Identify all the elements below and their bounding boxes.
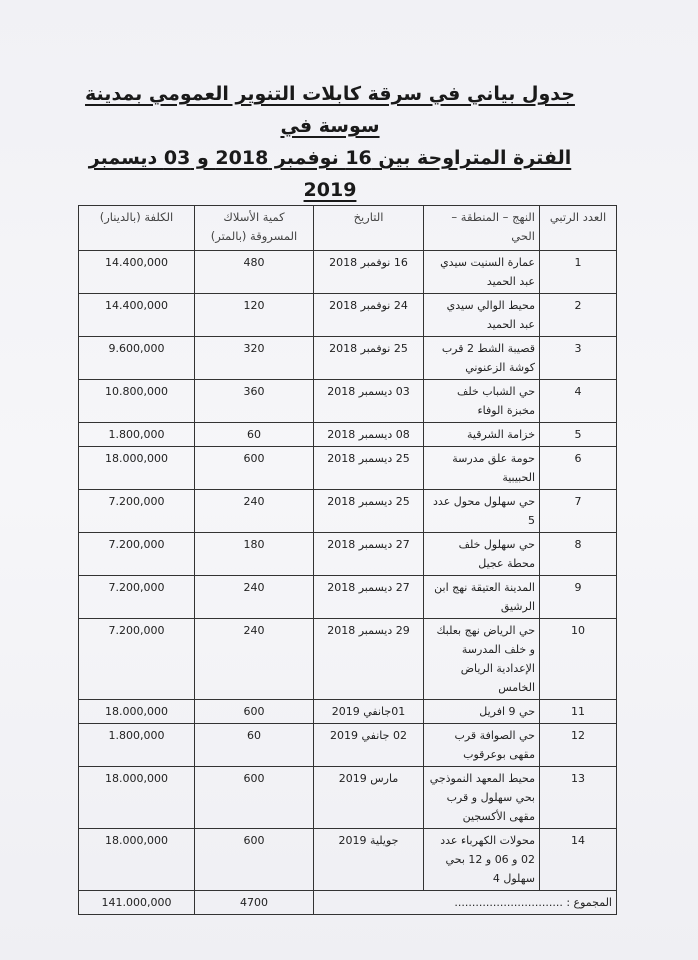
row-date: 25 نوفمبر 2018 (314, 337, 424, 380)
row-cost: 14.400,000 (79, 251, 195, 294)
table-row (79, 251, 617, 294)
table-row (79, 533, 617, 576)
row-place: خزامة الشرقية (424, 423, 540, 447)
title-line-2: الفترة المتراوحة بين 16 نوفمبر 2018 و 03 ديسمبر 2019 (88, 147, 572, 201)
row-qty: 180 (195, 533, 314, 576)
table-row (79, 724, 617, 767)
row-cost: 7.200,000 (79, 490, 195, 533)
row-num: 10 (540, 619, 617, 700)
row-cost: 7.200,000 (79, 533, 195, 576)
row-qty: 240 (195, 576, 314, 619)
row-qty: 600 (195, 700, 314, 724)
row-qty: 60 (195, 724, 314, 767)
row-num: 3 (540, 337, 617, 380)
total-cost: 141.000,000 (79, 891, 195, 915)
row-qty: 120 (195, 294, 314, 337)
row-num: 12 (540, 724, 617, 767)
row-date: 03 ديسمبر 2018 (314, 380, 424, 423)
row-date: 25 ديسمبر 2018 (314, 490, 424, 533)
row-cost: 14.400,000 (79, 294, 195, 337)
row-num: 14 (540, 829, 617, 891)
table-header-row (79, 206, 617, 251)
row-num: 5 (540, 423, 617, 447)
row-num: 11 (540, 700, 617, 724)
row-date: 25 ديسمبر 2018 (314, 447, 424, 490)
row-num: 7 (540, 490, 617, 533)
total-qty: 4700 (195, 891, 314, 915)
header-place: النهج – المنطقة – الحي (424, 206, 540, 251)
row-qty: 240 (195, 619, 314, 700)
row-cost: 7.200,000 (79, 576, 195, 619)
total-row (79, 891, 617, 915)
header-date: التاريخ (314, 206, 424, 251)
row-cost: 18.000,000 (79, 700, 195, 724)
row-num: 4 (540, 380, 617, 423)
table-row (79, 423, 617, 447)
header-cost: الكلفة (بالدينار) (79, 206, 195, 251)
row-date: 16 نوفمبر 2018 (314, 251, 424, 294)
row-place: المدينة العتيقة نهج ابن الرشيق (424, 576, 540, 619)
theft-table (78, 205, 617, 915)
row-date: جويلية 2019 (314, 829, 424, 891)
row-cost: 18.000,000 (79, 447, 195, 490)
row-cost: 1.800,000 (79, 423, 195, 447)
row-place: حي 9 افريل (424, 700, 540, 724)
table-body (79, 251, 617, 891)
row-qty: 60 (195, 423, 314, 447)
row-date: 27 ديسمبر 2018 (314, 576, 424, 619)
header-num: العدد الرتبي (540, 206, 617, 251)
row-date: 27 ديسمبر 2018 (314, 533, 424, 576)
row-place: محولات الكهرباء عدد 02 و 06 و 12 بحي سهلول 4 (424, 829, 540, 891)
row-date: 01جانفي 2019 (314, 700, 424, 724)
row-cost: 1.800,000 (79, 724, 195, 767)
row-place: حي الصوافة قرب مقهى بوعرقوب (424, 724, 540, 767)
table-row (79, 490, 617, 533)
row-date: مارس 2019 (314, 767, 424, 829)
row-cost: 18.000,000 (79, 767, 195, 829)
row-num: 9 (540, 576, 617, 619)
row-place: حومة علق مدرسة الحبيبية (424, 447, 540, 490)
row-num: 6 (540, 447, 617, 490)
row-place: محيط الوالي سيدي عبد الحميد (424, 294, 540, 337)
table-row (79, 829, 617, 891)
table-row (79, 767, 617, 829)
row-qty: 320 (195, 337, 314, 380)
row-place: قصيبة الشط 2 قرب كوشة الزعنوني (424, 337, 540, 380)
row-cost: 7.200,000 (79, 619, 195, 700)
row-date: 02 جانفي 2019 (314, 724, 424, 767)
row-date: 29 ديسمبر 2018 (314, 619, 424, 700)
row-date: 24 نوفمبر 2018 (314, 294, 424, 337)
table-row (79, 294, 617, 337)
row-num: 13 (540, 767, 617, 829)
table-row (79, 447, 617, 490)
header-qty: كمية الأسلاك المسروقة (بالمتر) (195, 206, 314, 251)
row-cost: 18.000,000 (79, 829, 195, 891)
row-qty: 360 (195, 380, 314, 423)
row-date: 08 ديسمبر 2018 (314, 423, 424, 447)
row-num: 2 (540, 294, 617, 337)
row-num: 1 (540, 251, 617, 294)
total-label: المجموع : ............................... (314, 891, 617, 915)
table-row (79, 380, 617, 423)
row-place: حي سهلول محول عدد 5 (424, 490, 540, 533)
row-place: محيط المعهد النموذجي بحي سهلول و قرب مقهى الأكسجين (424, 767, 540, 829)
row-cost: 10.800,000 (79, 380, 195, 423)
row-qty: 240 (195, 490, 314, 533)
table-row (79, 337, 617, 380)
row-num: 8 (540, 533, 617, 576)
row-place: حي الرياض نهج بعلبك و خلف المدرسة الإعدادية الرياض الخامس (424, 619, 540, 700)
row-qty: 600 (195, 829, 314, 891)
row-cost: 9.600,000 (79, 337, 195, 380)
row-qty: 600 (195, 767, 314, 829)
row-place: حي سهلول خلف محطة عجيل (424, 533, 540, 576)
row-place: عمارة السنيت سيدي عبد الحميد (424, 251, 540, 294)
row-qty: 480 (195, 251, 314, 294)
row-qty: 600 (195, 447, 314, 490)
table-row (79, 619, 617, 700)
table-row (79, 576, 617, 619)
table-row (79, 700, 617, 724)
document-title (80, 78, 580, 206)
row-place: حي الشباب خلف مخبزة الوفاء (424, 380, 540, 423)
title-line-1: جدول بياني في سرقة كابلات التنوير العمومي بمدينة سوسة في (85, 83, 575, 137)
